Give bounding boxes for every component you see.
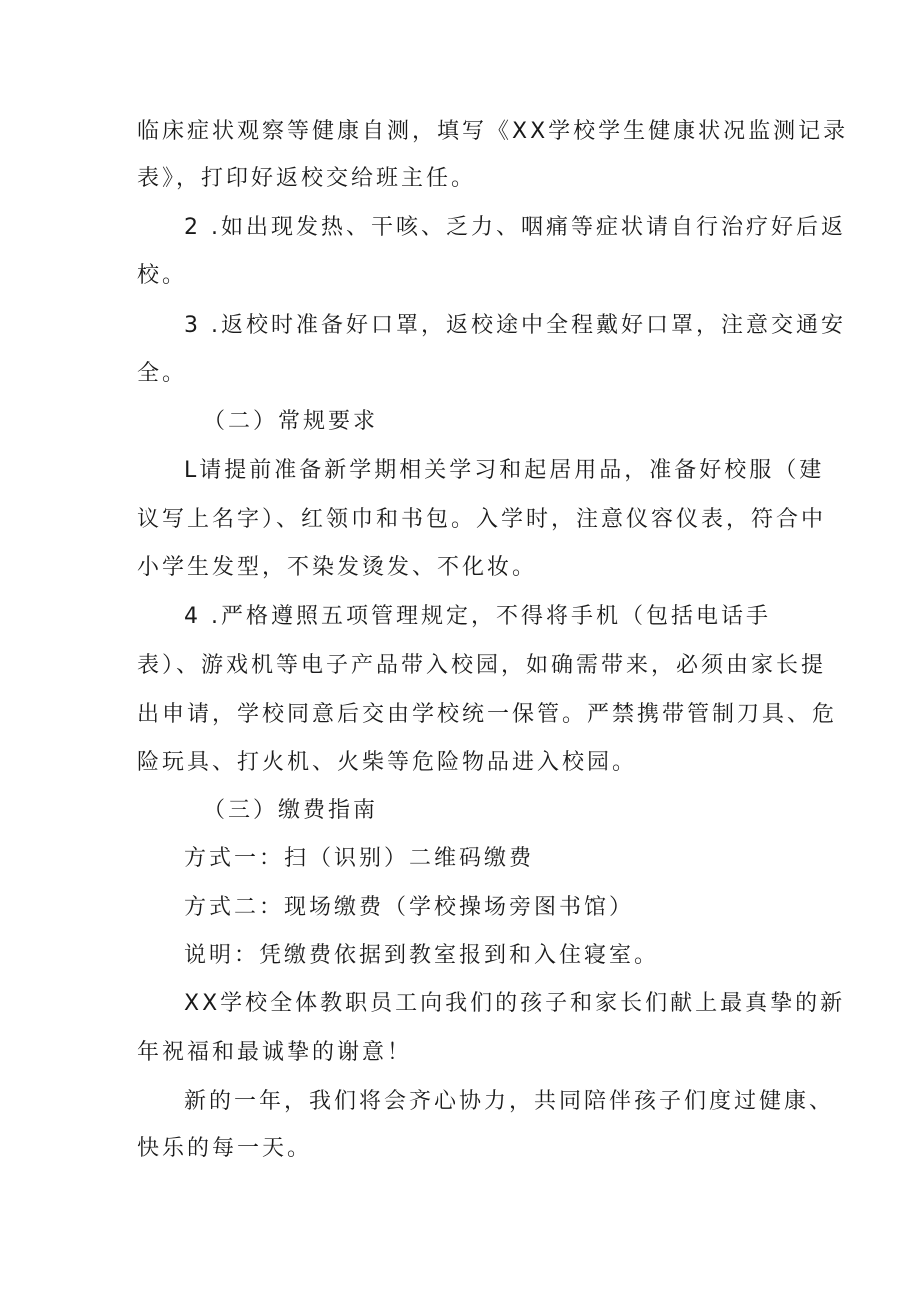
paragraph-line: 临床症状观察等健康自测，填写《XX学校学生健康状况监测记录 [137,119,849,144]
final-paragraph: 新的一年，我们将会齐心协力，共同陪伴孩子们度过健康、 [184,1089,835,1114]
list-item-4: 4 .严格遵照五项管理规定，不得将手机（包括电话手 [184,604,771,629]
closing-paragraph: XX学校全体教职员工向我们的孩子和家长们献上最真挚的新 [184,991,846,1016]
payment-note: 说明：凭缴费依据到教室报到和入住寝室。 [184,943,660,968]
payment-method-2: 方式二：现场缴费（学校操场旁图书馆） [184,895,635,920]
paragraph-line: 表）、游戏机等电子产品带入校园，如确需带来，必须由家长提 [137,653,827,678]
paragraph-line: 校。 [137,263,188,288]
paragraph-line: 议写上名字）、红领巾和书包。入学时，注意仪容仪表，符合中 [137,507,827,532]
paragraph-line: 出申请，学校同意后交由学校统一保管。严禁携带管制刀具、危 [137,702,838,727]
section-heading-3: （三）缴费指南 [203,798,379,823]
payment-method-1: 方式一：扫（识别）二维码缴费 [184,846,535,871]
paragraph-line: 险玩具、打火机、火柴等危险物品进入校园。 [137,750,638,775]
list-item-1: L请提前准备新学期相关学习和起居用品，准备好校服（建 [184,458,825,483]
section-heading-2: （二）常规要求 [203,409,379,434]
paragraph-line: 小学生发型，不染发烫发、不化妆。 [137,555,538,580]
list-item-3: 3 .返校时准备好口罩，返校途中全程戴好口罩，注意交通安 [184,313,846,338]
paragraph-line: 快乐的每一天。 [137,1136,313,1161]
list-item-2: 2 .如出现发热、干咳、乏力、咽痛等症状请自行治疗好后返 [184,215,846,240]
paragraph-line: 年祝福和最诚挚的谢意！ [137,1040,413,1065]
paragraph-line: 表》，打印好返校交给班主任。 [137,166,477,191]
paragraph-line: 全。 [137,361,188,386]
